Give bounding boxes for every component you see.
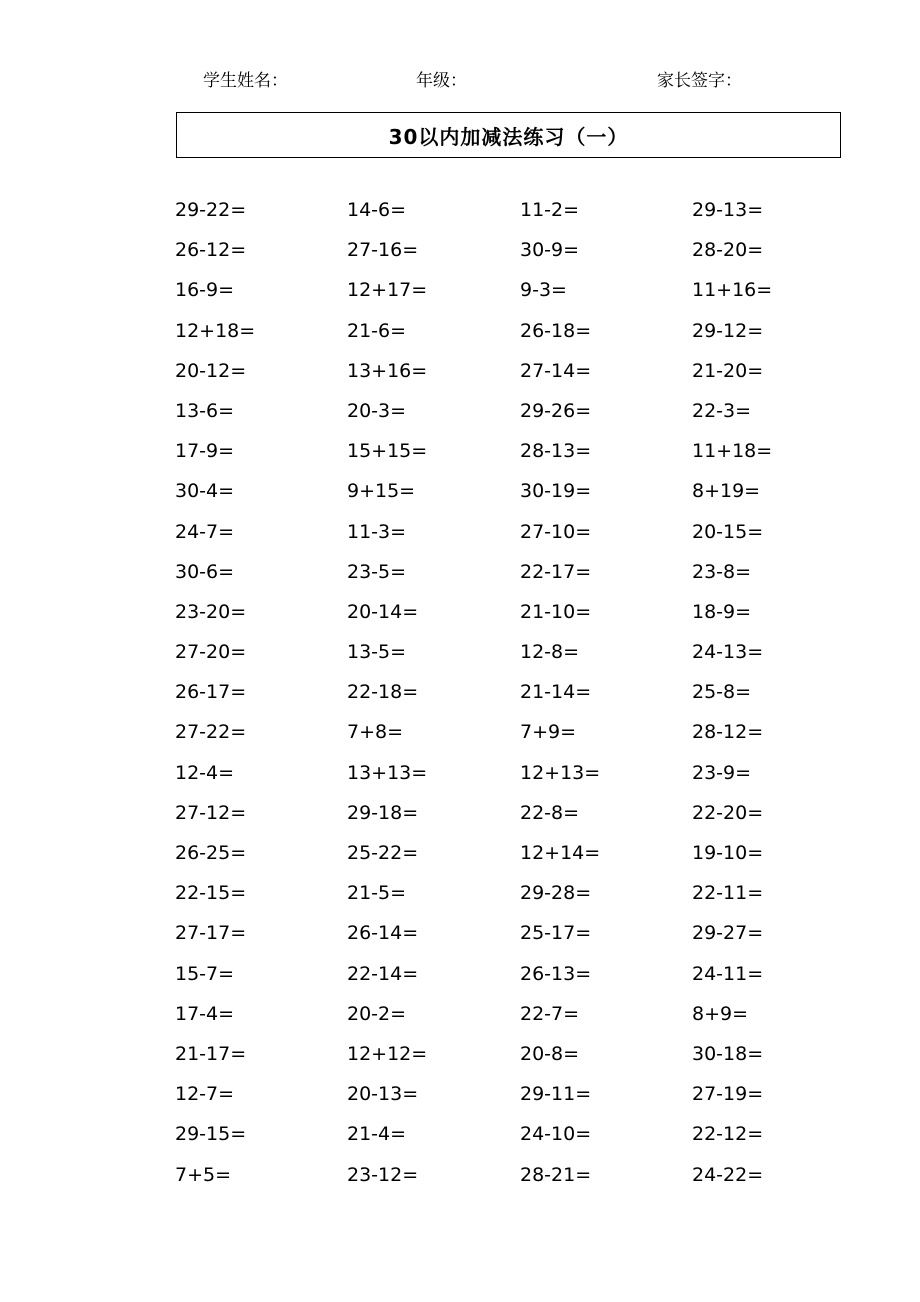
math-problem: 20-15= bbox=[692, 520, 764, 543]
math-problem: 8+9= bbox=[692, 1002, 749, 1025]
math-problem: 26-13= bbox=[520, 962, 592, 985]
problem-row bbox=[175, 1040, 875, 1080]
math-problem: 22-15= bbox=[175, 882, 247, 905]
problem-row bbox=[175, 879, 875, 919]
math-problem: 27-16= bbox=[347, 239, 419, 262]
problem-row bbox=[175, 960, 875, 1000]
math-problem: 24-7= bbox=[175, 520, 235, 543]
math-problem: 27-17= bbox=[175, 922, 247, 945]
math-problem: 7+5= bbox=[175, 1163, 232, 1186]
problem-row bbox=[175, 638, 875, 678]
math-problem: 28-20= bbox=[692, 239, 764, 262]
math-problem: 22-12= bbox=[692, 1123, 764, 1146]
math-problem: 22-17= bbox=[520, 560, 592, 583]
math-problem: 29-11= bbox=[520, 1083, 592, 1106]
problem-row bbox=[175, 759, 875, 799]
math-problem: 22-14= bbox=[347, 962, 419, 985]
math-problem: 26-25= bbox=[175, 842, 247, 864]
math-problem: 29-27= bbox=[692, 922, 764, 945]
math-problem: 9-3= bbox=[520, 279, 567, 302]
math-problem: 12-7= bbox=[175, 1083, 235, 1106]
problem-row bbox=[175, 799, 875, 839]
math-problem: 21-10= bbox=[520, 600, 592, 623]
math-problem: 22-3= bbox=[692, 399, 752, 422]
title-box bbox=[176, 112, 841, 158]
math-problem: 23-20= bbox=[175, 600, 247, 623]
math-problem: 21-4= bbox=[347, 1123, 407, 1146]
math-problem: 21-5= bbox=[347, 882, 407, 905]
math-problem: 29-12= bbox=[692, 319, 764, 342]
math-problem: 23-12= bbox=[347, 1163, 419, 1186]
problem-row bbox=[175, 397, 875, 437]
math-problem: 8+19= bbox=[692, 480, 761, 503]
math-problem: 15-7= bbox=[175, 962, 235, 985]
problem-grid bbox=[175, 196, 875, 1201]
math-problem: 17-9= bbox=[175, 440, 235, 463]
math-problem: 24-11= bbox=[692, 962, 764, 985]
math-problem: 22-7= bbox=[520, 1002, 580, 1025]
math-problem: 26-12= bbox=[175, 239, 247, 262]
math-problem: 29-26= bbox=[520, 399, 592, 422]
parent-signature-label: 家长签字： bbox=[657, 71, 742, 91]
math-problem: 29-13= bbox=[692, 199, 764, 221]
math-problem: 22-20= bbox=[692, 801, 764, 824]
math-problem: 30-19= bbox=[520, 480, 592, 503]
math-problem: 25-8= bbox=[692, 681, 752, 704]
math-problem: 24-13= bbox=[692, 641, 764, 664]
worksheet-title: 30以内加减法练习（一） bbox=[388, 124, 629, 149]
math-problem: 12+17= bbox=[347, 279, 428, 302]
math-problem: 27-12= bbox=[175, 801, 247, 824]
math-problem: 30-9= bbox=[520, 239, 580, 262]
math-problem: 28-12= bbox=[692, 721, 764, 744]
math-problem: 29-22= bbox=[175, 199, 247, 221]
math-problem: 21-14= bbox=[520, 681, 592, 704]
math-problem: 11+18= bbox=[692, 440, 773, 463]
problem-row bbox=[175, 598, 875, 638]
math-problem: 22-11= bbox=[692, 882, 764, 905]
problem-row bbox=[175, 236, 875, 276]
math-problem: 15+15= bbox=[347, 440, 428, 463]
math-problem: 12+13= bbox=[520, 761, 601, 784]
math-problem: 20-8= bbox=[520, 1042, 580, 1065]
math-problem: 23-9= bbox=[692, 761, 752, 784]
math-problem: 11-3= bbox=[347, 520, 407, 543]
math-problem: 24-22= bbox=[692, 1163, 764, 1186]
problem-row bbox=[175, 1161, 875, 1201]
problem-row bbox=[175, 1000, 875, 1040]
math-problem: 30-4= bbox=[175, 480, 235, 503]
problem-row bbox=[175, 317, 875, 357]
math-problem: 20-2= bbox=[347, 1002, 407, 1025]
math-problem: 25-22= bbox=[347, 842, 419, 864]
worksheet-header bbox=[0, 66, 920, 92]
problem-row bbox=[175, 196, 875, 236]
math-problem: 13-6= bbox=[175, 399, 235, 422]
math-problem: 23-5= bbox=[347, 560, 407, 583]
math-problem: 11-2= bbox=[520, 199, 580, 221]
math-problem: 28-13= bbox=[520, 440, 592, 463]
math-problem: 22-18= bbox=[347, 681, 419, 704]
problem-row bbox=[175, 839, 875, 879]
problem-row bbox=[175, 558, 875, 598]
problem-row bbox=[175, 477, 875, 517]
math-problem: 27-19= bbox=[692, 1083, 764, 1106]
math-problem: 29-18= bbox=[347, 801, 419, 824]
math-problem: 27-20= bbox=[175, 641, 247, 664]
problem-row bbox=[175, 718, 875, 758]
math-problem: 26-17= bbox=[175, 681, 247, 704]
student-name-label: 学生姓名： bbox=[203, 71, 288, 91]
math-problem: 12-4= bbox=[175, 761, 235, 784]
problem-row bbox=[175, 1080, 875, 1120]
problem-row bbox=[175, 357, 875, 397]
math-problem: 12-8= bbox=[520, 641, 580, 664]
math-problem: 16-9= bbox=[175, 279, 235, 302]
math-problem: 12+14= bbox=[520, 842, 601, 864]
math-problem: 19-10= bbox=[692, 842, 764, 864]
math-problem: 13+13= bbox=[347, 761, 428, 784]
math-problem: 24-10= bbox=[520, 1123, 592, 1146]
math-problem: 27-22= bbox=[175, 721, 247, 744]
math-problem: 7+9= bbox=[520, 721, 577, 744]
math-problem: 21-6= bbox=[347, 319, 407, 342]
math-problem: 27-10= bbox=[520, 520, 592, 543]
math-problem: 13-5= bbox=[347, 641, 407, 664]
math-problem: 13+16= bbox=[347, 359, 428, 382]
problem-row bbox=[175, 678, 875, 718]
math-problem: 26-18= bbox=[520, 319, 592, 342]
math-problem: 21-20= bbox=[692, 359, 764, 382]
math-problem: 30-6= bbox=[175, 560, 235, 583]
math-problem: 11+16= bbox=[692, 279, 773, 302]
math-problem: 30-18= bbox=[692, 1042, 764, 1065]
problem-row bbox=[175, 437, 875, 477]
problem-row bbox=[175, 518, 875, 558]
math-problem: 12+18= bbox=[175, 319, 256, 342]
problem-row bbox=[175, 919, 875, 959]
math-problem: 9+15= bbox=[347, 480, 416, 503]
math-problem: 29-28= bbox=[520, 882, 592, 905]
math-problem: 22-8= bbox=[520, 801, 580, 824]
math-problem: 7+8= bbox=[347, 721, 404, 744]
math-problem: 27-14= bbox=[520, 359, 592, 382]
math-problem: 17-4= bbox=[175, 1002, 235, 1025]
math-problem: 14-6= bbox=[347, 199, 407, 221]
math-problem: 20-12= bbox=[175, 359, 247, 382]
math-problem: 18-9= bbox=[692, 600, 752, 623]
math-problem: 20-14= bbox=[347, 600, 419, 623]
math-problem: 12+12= bbox=[347, 1042, 428, 1065]
problem-row bbox=[175, 276, 875, 316]
math-problem: 28-21= bbox=[520, 1163, 592, 1186]
math-problem: 21-17= bbox=[175, 1042, 247, 1065]
problem-row bbox=[175, 1120, 875, 1160]
math-problem: 25-17= bbox=[520, 922, 592, 945]
math-problem: 20-3= bbox=[347, 399, 407, 422]
math-problem: 26-14= bbox=[347, 922, 419, 945]
math-problem: 20-13= bbox=[347, 1083, 419, 1106]
grade-label: 年级： bbox=[416, 71, 467, 91]
math-problem: 23-8= bbox=[692, 560, 752, 583]
math-problem: 29-15= bbox=[175, 1123, 247, 1146]
